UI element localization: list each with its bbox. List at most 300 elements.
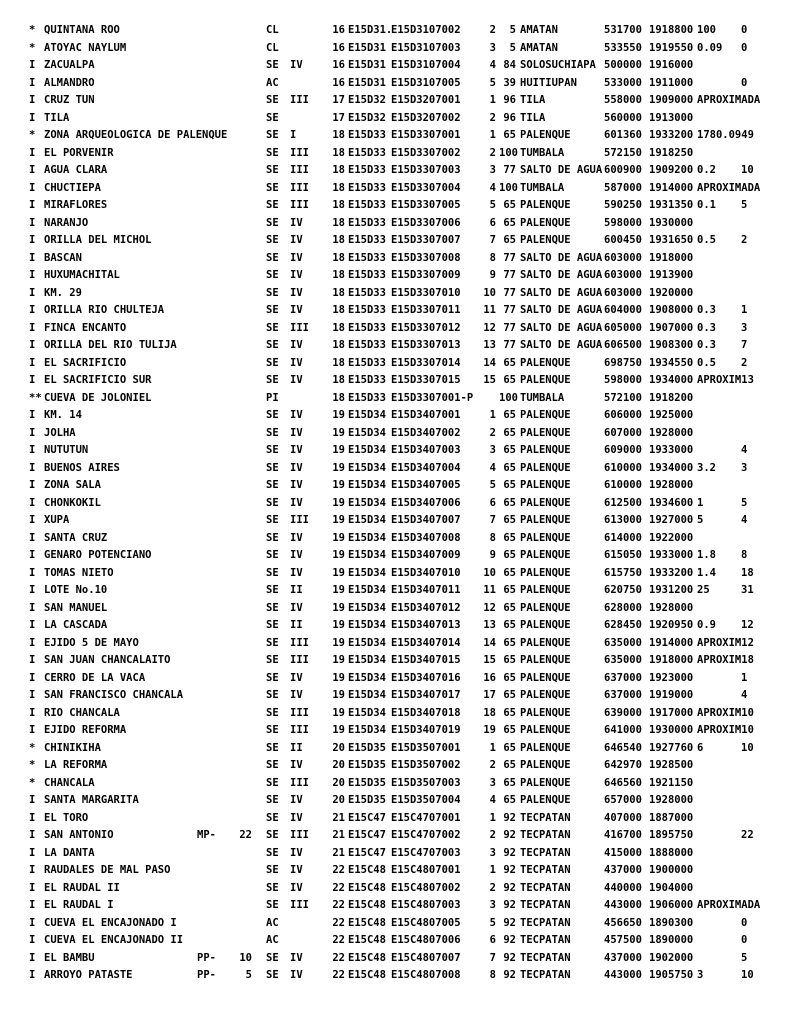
municipality-code: 65 [503,444,516,456]
site-type: SE [266,94,279,106]
site-code: E15D3407019 [391,724,461,736]
row-marker: I [29,339,36,351]
utm-northing: 1918000 [649,251,694,264]
row-marker: I [29,794,36,806]
utm-easting: 613000 [604,514,642,526]
utm-easting: 605000 [604,321,642,334]
value-b: 12 [741,619,754,631]
site-grade: IV [290,304,303,316]
municipality-code: 65 [503,724,516,736]
utm-easting: 635000 [604,654,642,666]
utm-easting: 533000 [604,76,642,89]
value-a: 1780.0949 [697,129,754,141]
table-row [0,477,791,495]
sheet-number: 16 [332,24,345,36]
sequence-number: 3 [489,444,496,456]
table-row [0,460,791,478]
site-name: ARROYO PATASTE [44,969,133,981]
sheet-code: E15D34 [348,566,386,579]
site-type: AC [266,916,279,929]
table-row [0,22,791,40]
municipality-code: 92 [503,811,516,824]
utm-easting: 639000 [604,706,642,719]
site-code: E15D3407003 [391,444,461,456]
site-type: SE [266,811,279,824]
sheet-number: 18 [332,146,345,159]
site-name: EL PORVENIR [44,146,114,159]
value-b: 0 [741,24,748,36]
sheet-code: E15D33 [348,374,386,386]
site-type: SE [266,636,279,649]
site-name: EL RAUDAL I [44,899,114,911]
sequence-number: 8 [489,531,496,544]
site-name: KM. 14 [44,409,82,421]
sheet-code: E15D35 [348,776,386,789]
sheet-code: E15D32 [348,94,386,106]
table-row [0,495,791,513]
sheet-code: E15D31 [348,41,386,54]
table-row [0,267,791,285]
site-code: E15D3107005 [391,76,461,89]
municipality-name: AMATAN [520,41,558,54]
site-type: SE [266,741,279,754]
sheet-code: E15D33 [348,181,386,194]
table-row [0,722,791,740]
value-a: 3 [697,969,704,981]
sequence-number: 10 [483,566,496,579]
row-marker: I [29,531,36,544]
utm-easting: 587000 [604,181,642,194]
site-category: MP- [197,829,216,841]
site-type: SE [266,129,279,141]
utm-northing: 1920000 [649,286,694,299]
sheet-code: E15D34 [348,496,386,509]
sequence-number: 1 [489,741,496,754]
table-row [0,617,791,635]
row-marker: I [29,881,36,894]
row-marker: I [29,584,36,596]
value-b: 5 [741,496,748,509]
row-marker: ** [29,391,42,404]
site-name: SAN ANTONIO [44,829,114,841]
sheet-code: E15D33 [348,199,386,211]
row-marker: I [29,566,36,579]
sequence-number: 13 [483,339,496,351]
utm-northing: 1933200 [649,129,694,141]
utm-northing: 1930000 [649,724,694,736]
table-row [0,915,791,933]
utm-northing: 1928500 [649,759,694,771]
row-marker: I [29,374,36,386]
sequence-number: 19 [483,724,496,736]
site-type: SE [266,531,279,544]
table-row [0,127,791,145]
municipality-code: 92 [503,969,516,981]
table-row [0,285,791,303]
site-name: ALMANDRO [44,76,95,89]
site-code: E15D3407014 [391,636,461,649]
utm-easting: 457500 [604,934,642,946]
site-code: E15D3307002 [391,146,461,159]
sequence-number: 3 [489,899,496,911]
sheet-code: E15D33 [348,391,386,404]
table-row [0,740,791,758]
utm-easting: 598000 [604,216,642,229]
utm-easting: 620750 [604,584,642,596]
value-b: 0 [741,934,748,946]
utm-northing: 1928000 [649,479,694,491]
sequence-number: 8 [489,969,496,981]
site-name: EL SACRIFICIO SUR [44,374,152,386]
site-code: E15D3407015 [391,654,461,666]
municipality-code: 65 [503,584,516,596]
site-grade: I [290,129,297,141]
site-grade: IV [290,549,303,561]
municipality-name: TECPATAN [520,881,571,894]
utm-easting: 637000 [604,689,642,701]
municipality-code: 96 [503,111,516,124]
site-grade: IV [290,864,303,876]
site-type: SE [266,234,279,246]
site-name: SAN JUAN CHANCALAITO [44,654,171,666]
municipality-name: PALENQUE [520,654,571,666]
sequence-number: 9 [489,269,496,281]
value-b: 10 [741,164,754,176]
site-name: EL SACRIFICIO [44,356,127,369]
utm-easting: 601360 [604,129,642,141]
municipality-code: 65 [503,199,516,211]
site-grade: III [290,706,309,719]
site-name: SANTA CRUZ [44,531,108,544]
site-type: SE [266,951,279,964]
site-type: SE [266,706,279,719]
utm-easting: 415000 [604,846,642,859]
sheet-code: E15C48 [348,951,386,964]
site-name: TOMAS NIETO [44,566,114,579]
site-code: E15D3407005 [391,479,461,491]
utm-northing: 1900000 [649,864,694,876]
sheet-number: 19 [332,496,345,509]
municipality-name: TECPATAN [520,846,571,859]
site-code: E15C4807007 [391,951,461,964]
site-type: SE [266,286,279,299]
site-name: ORILLA DEL RIO TULIJA [44,339,177,351]
sheet-code: E15D33 [348,286,386,299]
site-count: 5 [245,969,252,981]
site-type: SE [266,689,279,701]
row-marker: I [29,951,36,964]
site-name: LA REFORMA [44,759,108,771]
municipality-name: TILA [520,111,546,124]
utm-easting: 590250 [604,199,642,211]
site-type: SE [266,514,279,526]
row-marker: I [29,181,36,194]
sheet-code: E15C47 [348,846,386,859]
value-b: 10 [741,741,754,754]
municipality-name: PALENQUE [520,776,571,789]
table-row [0,57,791,75]
value-b: 4 [741,444,748,456]
row-marker: I [29,514,36,526]
site-grade: III [290,199,309,211]
site-code: E15D3307005 [391,199,461,211]
site-code: E15D3407006 [391,496,461,509]
sequence-number: 5 [489,76,496,89]
sheet-number: 22 [332,899,345,911]
site-type: CL [266,41,279,54]
municipality-code: 92 [503,899,516,911]
site-name: CHINIKIHA [44,741,101,754]
row-marker: I [29,304,36,316]
utm-easting: 628450 [604,619,642,631]
value-b: 0 [741,41,748,54]
municipality-name: TECPATAN [520,916,571,929]
site-code: E15D3407018 [391,706,461,719]
site-type: SE [266,759,279,771]
site-name: RAUDALES DE MAL PASO [44,864,171,876]
sheet-number: 19 [332,601,345,614]
value-a: 0.5 [697,234,716,246]
site-name: KM. 29 [44,286,82,299]
sheet-number: 22 [332,864,345,876]
municipality-code: 65 [503,356,516,369]
municipality-code: 65 [503,129,516,141]
sheet-number: 18 [332,339,345,351]
sheet-code: E15D34 [348,671,386,684]
sequence-number: 3 [489,776,496,789]
municipality-name: AMATAN [520,24,558,36]
table-row [0,792,791,810]
site-type: SE [266,444,279,456]
sequence-number: 2 [489,111,496,124]
site-name: EL TORO [44,811,89,824]
site-name: FINCA ENCANTO [44,321,127,334]
sheet-code: E15D34 [348,706,386,719]
sheet-number: 21 [332,829,345,841]
sequence-number: 4 [489,59,496,71]
municipality-name: PALENQUE [520,794,571,806]
sequence-number: 15 [483,654,496,666]
municipality-name: PALENQUE [520,479,571,491]
utm-easting: 598000 [604,374,642,386]
value-a: 100 [697,24,716,36]
site-name: SANTA MARGARITA [44,794,139,806]
municipality-name: PALENQUE [520,759,571,771]
row-marker: * [29,129,36,141]
utm-easting: 642970 [604,759,642,771]
sequence-number: 5 [489,916,496,929]
row-marker: I [29,321,36,334]
sequence-number: 1 [489,409,496,421]
municipality-name: PALENQUE [520,619,571,631]
value-b: 1 [741,304,748,316]
sheet-code: E15C47 [348,811,386,824]
site-name: LA CASCADA [44,619,108,631]
row-marker: I [29,724,36,736]
sheet-number: 19 [332,584,345,596]
site-code: E15D3307009 [391,269,461,281]
utm-easting: 440000 [604,881,642,894]
municipality-code: 65 [503,636,516,649]
site-name: NARANJO [44,216,89,229]
site-type: SE [266,461,279,474]
table-row [0,320,791,338]
row-marker: I [29,549,36,561]
site-code: E15D3407013 [391,619,461,631]
site-type: SE [266,881,279,894]
sequence-number: 5 [489,479,496,491]
municipality-name: TUMBALA [520,181,565,194]
utm-easting: 558000 [604,94,642,106]
site-grade: III [290,514,309,526]
site-type: SE [266,969,279,981]
site-code: E15D3307014 [391,356,461,369]
site-code: E15D3307001-P [391,391,474,404]
municipality-code: 100 [499,181,518,194]
utm-northing: 1918000 [649,654,694,666]
table-row [0,582,791,600]
municipality-name: TILA [520,94,546,106]
table-row [0,897,791,915]
municipality-code: 65 [503,794,516,806]
sheet-code: E15D33 [348,129,386,141]
table-row [0,862,791,880]
municipality-name: TECPATAN [520,969,571,981]
row-marker: I [29,916,36,929]
row-marker: I [29,601,36,614]
sheet-code: E15D33 [348,234,386,246]
site-grade: III [290,636,309,649]
table-row [0,810,791,828]
table-row [0,932,791,950]
site-code: E15D3107002 [391,24,461,36]
site-name: EL RAUDAL II [44,881,120,894]
site-code: E15D3507001 [391,741,461,754]
utm-easting: 407000 [604,811,642,824]
municipality-code: 65 [503,689,516,701]
site-code: E15D3307004 [391,181,461,194]
site-name: MIRAFLORES [44,199,108,211]
sheet-code: E15D35 [348,759,386,771]
site-grade: IV [290,601,303,614]
sheet-number: 18 [332,304,345,316]
sheet-code: E15D34 [348,689,386,701]
site-type: SE [266,864,279,876]
site-code: E15C4707001 [391,811,461,824]
value-b: 7 [741,339,748,351]
site-type: SE [266,479,279,491]
site-type: SE [266,671,279,684]
utm-easting: 456650 [604,916,642,929]
site-grade: III [290,181,309,194]
municipality-code: 92 [503,951,516,964]
table-row [0,372,791,390]
value-a: 0.09 [697,41,723,54]
utm-easting: 646540 [604,741,642,754]
site-grade: IV [290,216,303,229]
sheet-code: E15D34 [348,426,386,439]
municipality-name: SALTO DE AGUA [520,286,603,299]
site-code: E15D3407001 [391,409,461,421]
municipality-name: PALENQUE [520,496,571,509]
sheet-number: 18 [332,216,345,229]
municipality-code: 65 [503,566,516,579]
municipality-code: 77 [503,339,516,351]
row-marker: I [29,251,36,264]
site-code: E15D3107004 [391,59,461,71]
utm-northing: 1931200 [649,584,694,596]
sheet-code: E15D32 [348,111,386,124]
row-marker: I [29,934,36,946]
municipality-code: 5 [509,24,516,36]
utm-easting: 500000 [604,59,642,71]
sheet-number: 19 [332,514,345,526]
sheet-number: 20 [332,776,345,789]
row-marker: I [29,636,36,649]
municipality-name: PALENQUE [520,636,571,649]
site-grade: IV [290,566,303,579]
site-grade: IV [290,671,303,684]
sheet-number: 16 [332,59,345,71]
site-grade: IV [290,846,303,859]
site-grade: III [290,146,309,159]
sheet-code: E15D34 [348,584,386,596]
value-b: 0 [741,76,748,89]
row-marker: I [29,269,36,281]
municipality-code: 65 [503,409,516,421]
sheet-code: E15D33 [348,216,386,229]
sheet-number: 16 [332,41,345,54]
table-row [0,215,791,233]
value-b: 5 [741,199,748,211]
value-a: 0.2 [697,164,716,176]
sheet-number: 19 [332,636,345,649]
utm-easting: 437000 [604,951,642,964]
municipality-code: 65 [503,374,516,386]
table-row [0,390,791,408]
row-marker: I [29,286,36,299]
sheet-number: 22 [332,916,345,929]
municipality-name: SOLOSUCHIAPA [520,59,596,71]
utm-easting: 607000 [604,426,642,439]
utm-northing: 1902000 [649,951,694,964]
table-row [0,110,791,128]
row-marker: * [29,759,36,771]
value-a: APROXIM12 [697,636,754,649]
site-name: EL BAMBU [44,951,95,964]
sequence-number: 8 [489,251,496,264]
municipality-name: SALTO DE AGUA [520,304,603,316]
table-row [0,180,791,198]
value-b: 10 [741,969,754,981]
sequence-number: 1 [489,94,496,106]
value-a: 0.5 [697,356,716,369]
utm-northing: 1933000 [649,549,694,561]
utm-northing: 1919550 [649,41,694,54]
row-marker: * [29,776,36,789]
sequence-number: 1 [489,811,496,824]
municipality-code: 65 [503,461,516,474]
sequence-number: 4 [489,181,496,194]
sheet-code: E15C48 [348,881,386,894]
site-name: CUEVA EL ENCAJONADO II [44,934,184,946]
sheet-code: E15D34 [348,724,386,736]
utm-northing: 1904000 [649,881,694,894]
sheet-number: 18 [332,199,345,211]
table-row [0,652,791,670]
value-a: APROXIMADA [697,94,761,106]
table-row [0,145,791,163]
